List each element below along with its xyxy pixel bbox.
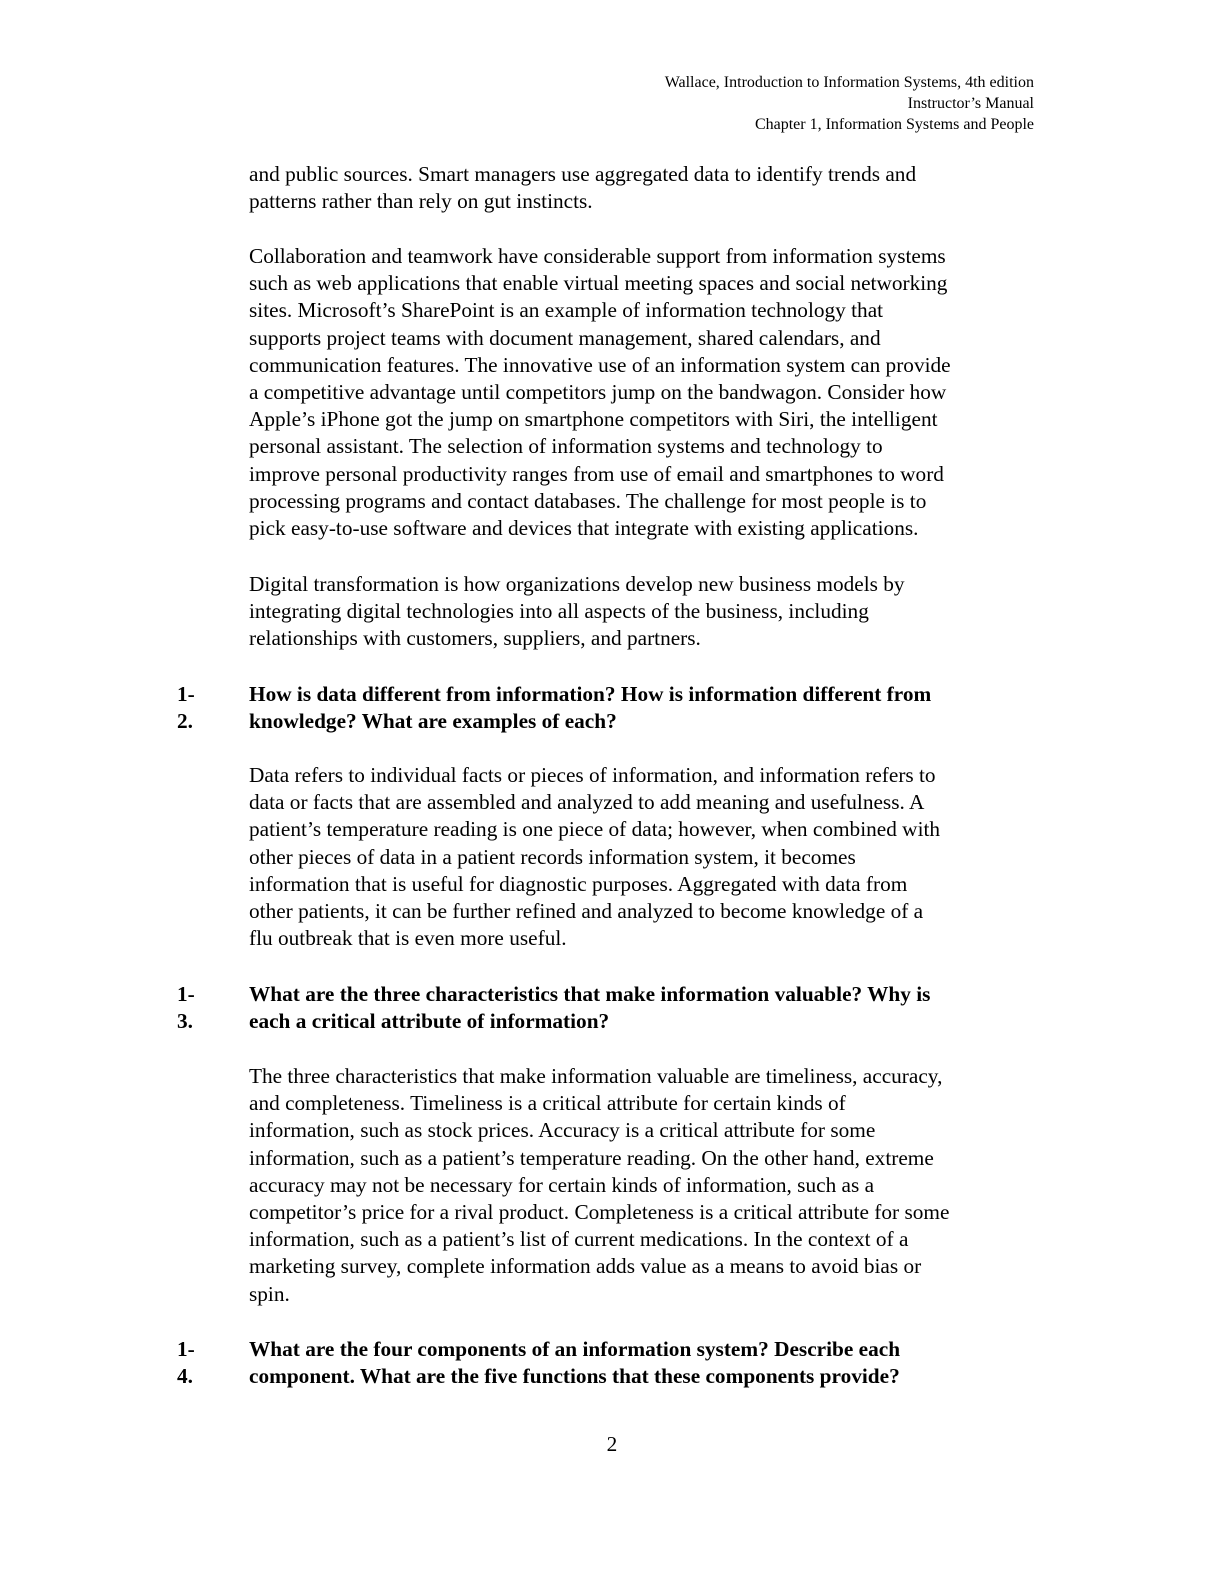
header-manual: Instructor’s Manual	[907, 95, 1034, 112]
text-line: information, such as a patient’s list of current medications. In the context of a	[249, 1227, 909, 1252]
paragraph-collaboration	[249, 243, 951, 542]
text-line: competitor’s price for a rival product. Completeness is a critical attribute for some	[249, 1200, 950, 1225]
page-number: 2	[606, 1432, 618, 1456]
text-line: pick easy-to-use software and devices that integrate with existing applications.	[249, 516, 919, 541]
question-number: 1-2.	[177, 682, 195, 734]
text-line: relationships with customers, suppliers, and partners.	[249, 626, 701, 651]
text-line: personal assistant. The selection of information systems and technology to	[249, 434, 883, 459]
question-line: What are the three characteristics that make information valuable? Why is	[249, 982, 931, 1006]
header-book-title: Wallace, Introduction to Information Systems, 4th edition	[664, 74, 1034, 91]
text-line: Data refers to individual facts or pieces of information, and information refers to	[249, 763, 936, 787]
text-line: other patients, it can be further refined and analyzed to become knowledge of a	[249, 899, 924, 924]
text-line: and public sources. Smart managers use aggregated data to identify trends and	[249, 162, 917, 186]
text-line: accuracy may not be necessary for certain kinds of information, such as a	[249, 1172, 875, 1197]
running-header	[665, 72, 1034, 135]
question-number: 1-3.	[177, 982, 195, 1034]
text-line: improve personal productivity ranges from use of email and smartphones to word	[249, 461, 944, 486]
text-line: processing programs and contact databases. The challenge for most people is to	[249, 488, 927, 513]
text-line: flu outbreak that is even more useful.	[249, 926, 567, 951]
question-number: 1-4.	[177, 1337, 195, 1389]
paragraph-digital-transformation	[249, 571, 905, 653]
text-line: a competitive advantage until competitors jump on the bandwagon. Consider how	[249, 380, 947, 405]
text-line: such as web applications that enable virtual meeting spaces and social networking	[249, 271, 948, 296]
text-line: and completeness. Timeliness is a critical attribute for certain kinds of	[249, 1091, 846, 1116]
text-line: Apple’s iPhone got the jump on smartphone competitors with Siri, the intelligent	[249, 407, 938, 432]
paragraph-continuation	[249, 161, 916, 215]
text-line: other pieces of data in a patient records information system, it becomes	[249, 844, 856, 869]
text-line: information, such as a patient’s temperature reading. On the other hand, extreme	[249, 1145, 934, 1170]
text-line: spin.	[249, 1281, 290, 1306]
header-chapter: Chapter 1, Information Systems and People	[754, 116, 1034, 133]
text-line: The three characteristics that make information valuable are timeliness, accuracy,	[249, 1064, 943, 1088]
text-line: Collaboration and teamwork have considerable support from information systems	[249, 244, 946, 268]
answer-1-2	[249, 762, 940, 952]
text-line: patterns rather than rely on gut instincts.	[249, 189, 593, 214]
text-line: Digital transformation is how organizations develop new business models by	[249, 572, 905, 596]
text-line: supports project teams with document management, shared calendars, and	[249, 325, 881, 350]
text-line: information, such as stock prices. Accuracy is a critical attribute for some	[249, 1118, 876, 1143]
text-line: patient’s temperature reading is one piece of data; however, when combined with	[249, 817, 941, 842]
text-line: integrating digital technologies into all aspects of the business, including	[249, 599, 869, 624]
question-line: each a critical attribute of information?	[249, 1009, 610, 1034]
answer-1-3	[249, 1063, 949, 1308]
question-line: What are the four components of an information system? Describe each	[249, 1337, 901, 1361]
question-line: component. What are the five functions that these components provide?	[249, 1364, 900, 1389]
text-line: marketing survey, complete information adds value as a means to avoid bias or	[249, 1254, 922, 1279]
text-line: data or facts that are assembled and analyzed to add meaning and usefulness. A	[249, 790, 925, 815]
text-line: information that is useful for diagnostic purposes. Aggregated with data from	[249, 871, 908, 896]
question-line: knowledge? What are examples of each?	[249, 709, 617, 734]
text-line: communication features. The innovative use of an information system can provide	[249, 352, 951, 377]
question-line: How is data different from information? How is information different from	[249, 682, 932, 706]
text-line: sites. Microsoft’s SharePoint is an example of information technology that	[249, 298, 884, 323]
